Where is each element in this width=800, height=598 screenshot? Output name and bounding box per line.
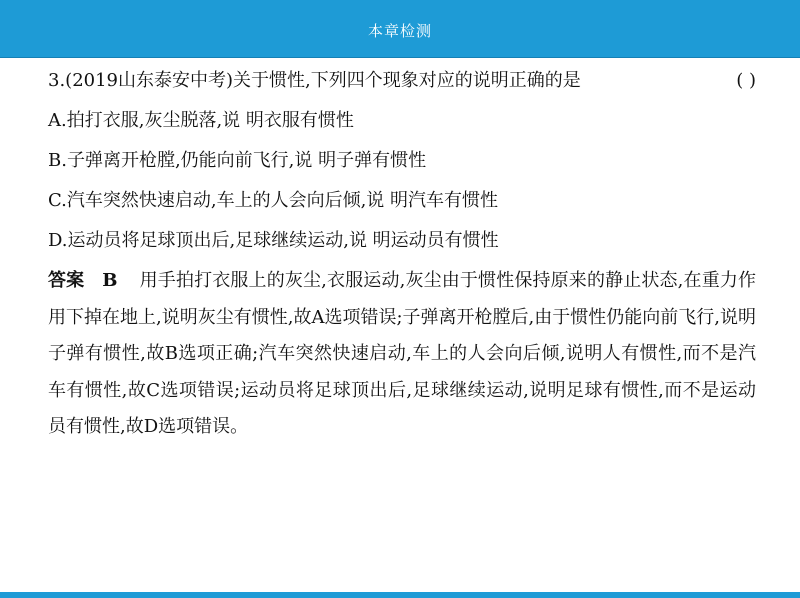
question-content (48, 70, 756, 446)
option-a: A.拍打衣服,灰尘脱落,说 明衣服有惯性 (48, 110, 354, 131)
question-stem: 3.(2019山东泰安中考)关于惯性,下列四个现象对应的说明正确的是 (48, 70, 581, 91)
footer-bar (0, 592, 800, 598)
option-d: D.运动员将足球顶出后,足球继续运动,说 明运动员有惯性 (48, 230, 499, 251)
page-title: 本章检测 (367, 22, 432, 40)
answer-explanation: 用手拍打衣服上的灰尘,衣服运动,灰尘由于惯性保持原来的静止状态,在重力作用下掉在地上,说明灰尘有惯性,故A选项错误;子弹离开枪膛后,由于惯性仍能向前飞行,说明子弹有惯性,故B选项正确;汽车突然快速启动,车上的人会向后倾,说明人有惯性,而不是汽车有惯性,故C选项错误;运动员将足球顶出后,足球继续运动,说明足球有惯性,而不是运动员有惯性,故D选项错误。 (48, 270, 756, 437)
answer-blank: ( ) (736, 70, 756, 91)
question-stem-line (48, 70, 756, 92)
option-b: B.子弹离开枪膛,仍能向前飞行,说 明子弹有惯性 (48, 150, 427, 171)
answer-block (48, 263, 756, 446)
answer-label: 答案 (48, 270, 85, 291)
option-c: C.汽车突然快速启动,车上的人会向后倾,说 明汽车有惯性 (48, 190, 499, 211)
answer-choice: B (102, 270, 118, 291)
